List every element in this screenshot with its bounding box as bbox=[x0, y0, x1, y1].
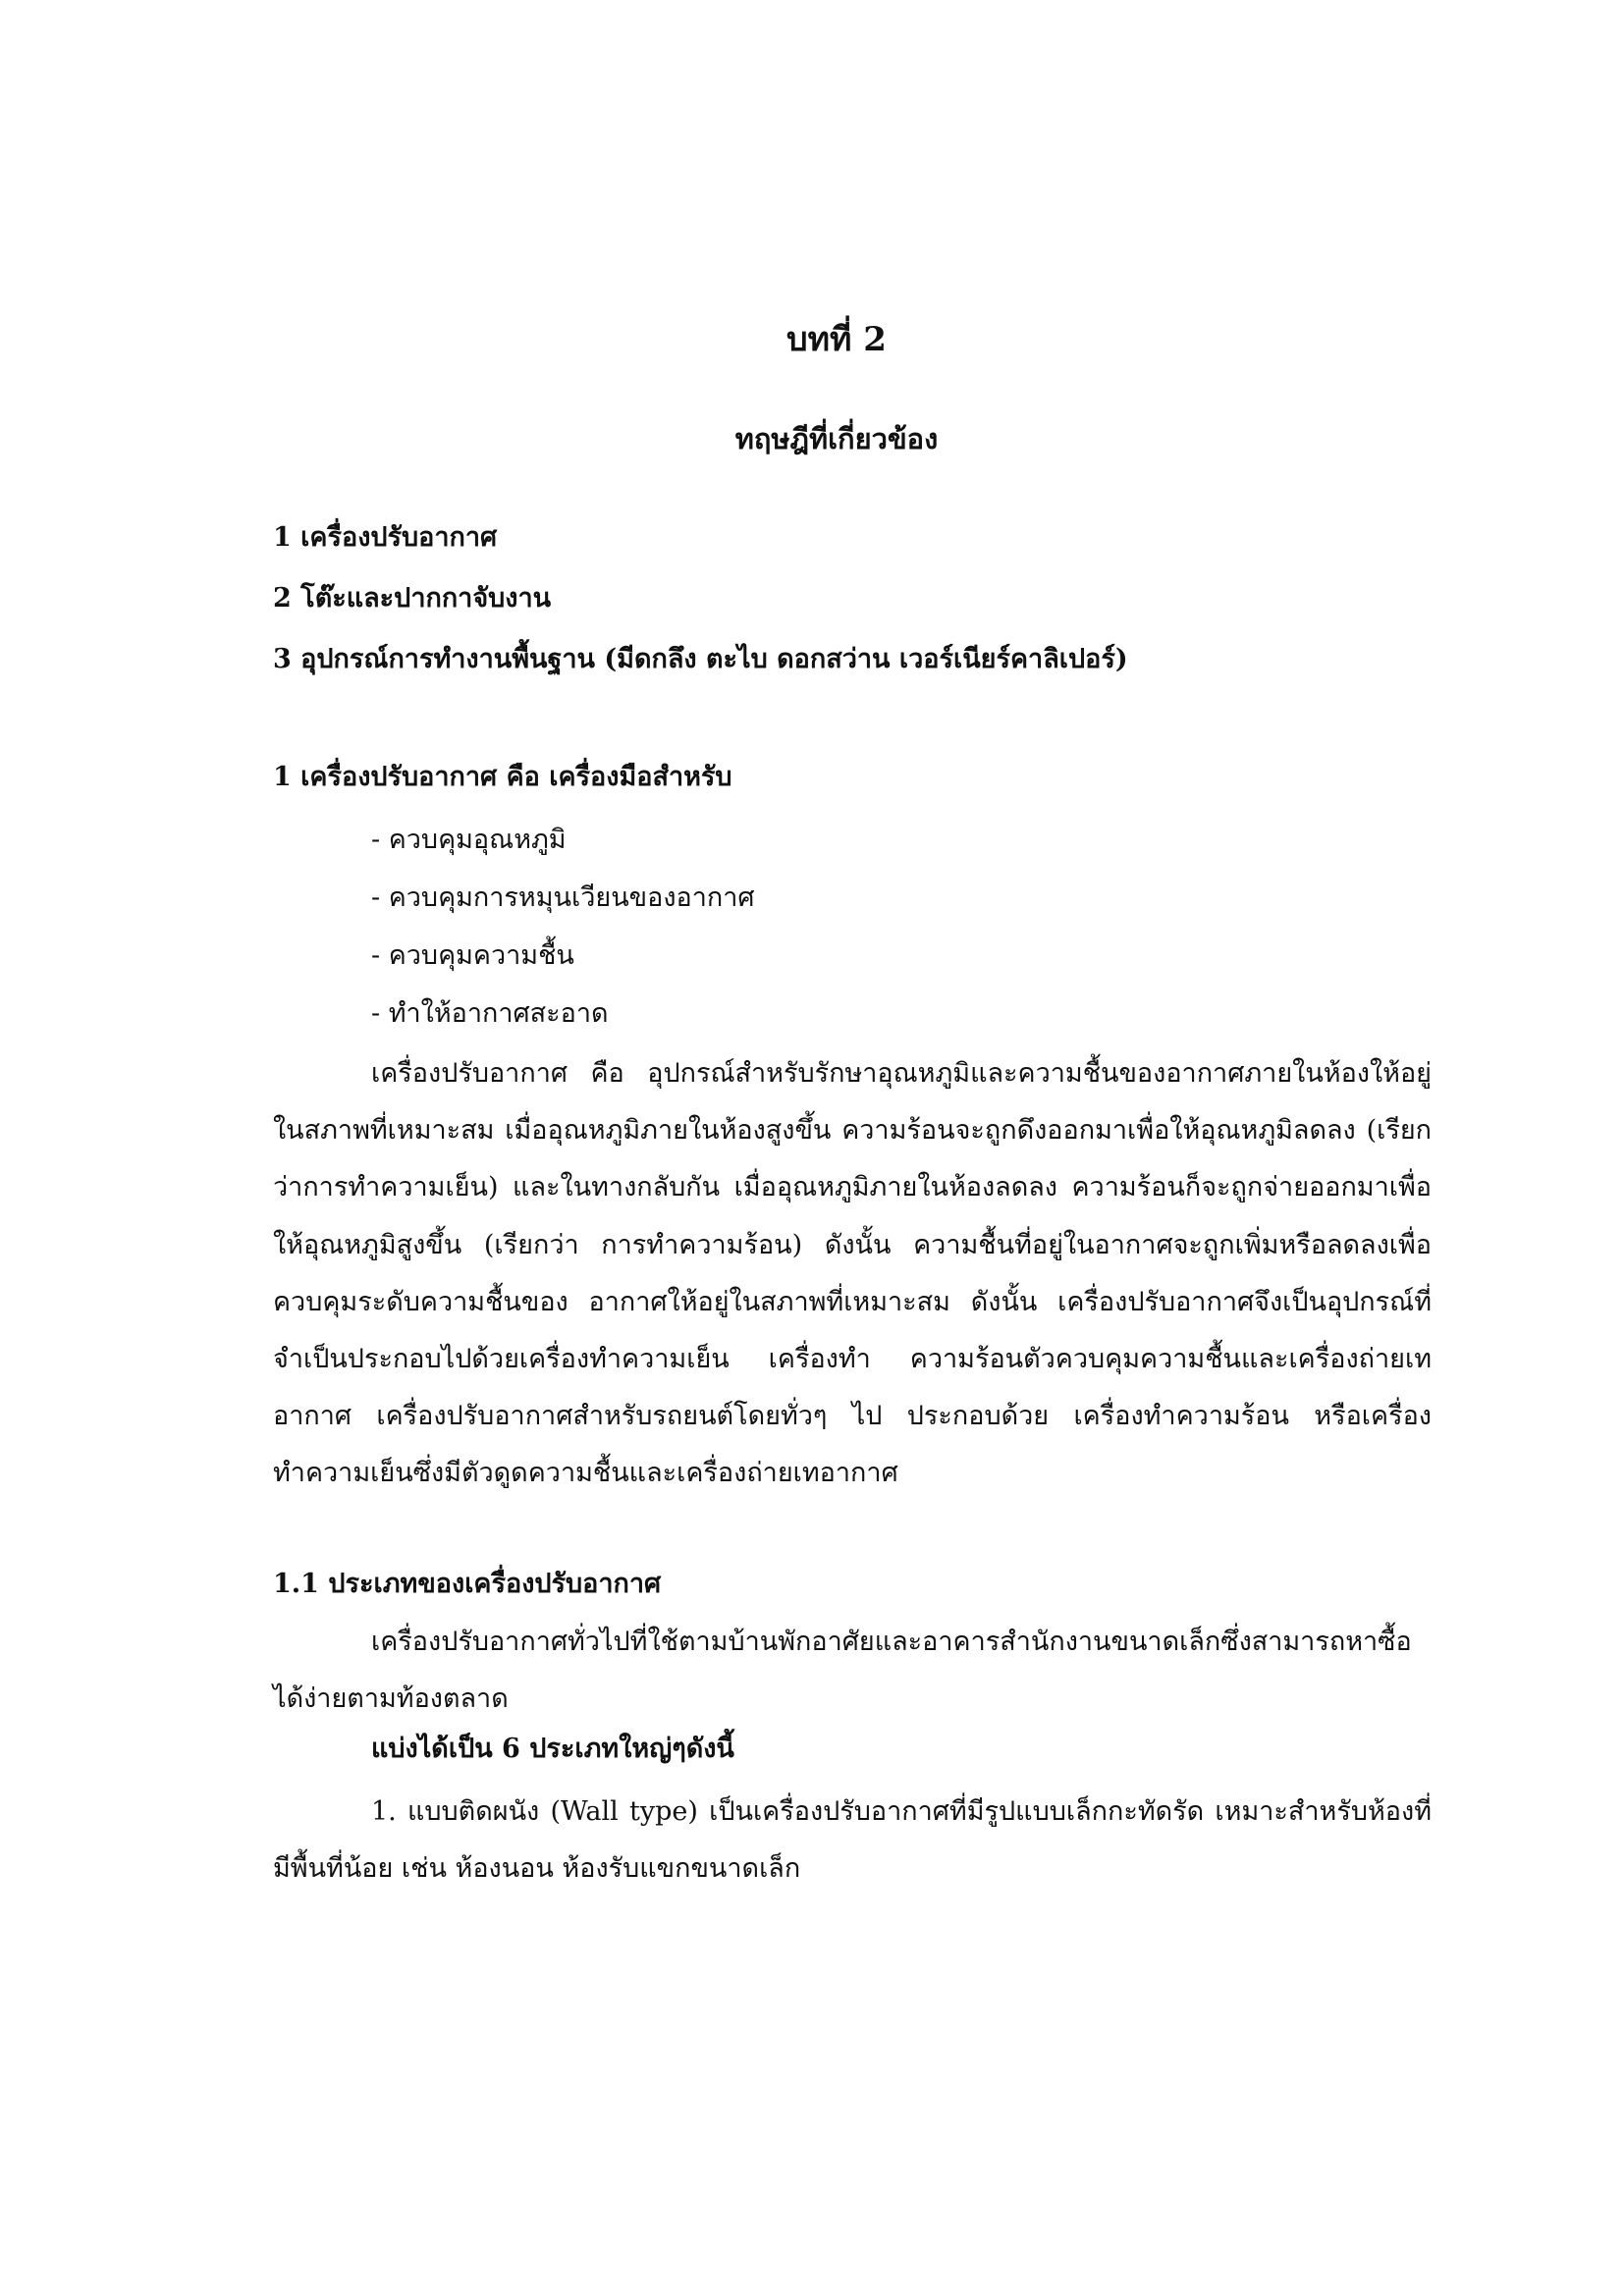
toc-item-1: 1 เครื่องปรับอากาศ bbox=[273, 522, 498, 553]
type-item-1: 1. แบบติดผนัง (Wall type) เป็นเครื่องปรับอากาศที่มีรูปแบบเล็กกะทัดรัด เหมาะสำหรับห้องที่มีพื้นที่น้อย เช่น ห้องนอน ห้องรับแขกขนาดเล็ก bbox=[273, 1796, 1432, 1884]
bullet-item: - ควบคุมความชื้น bbox=[371, 940, 574, 971]
section-1-1-paragraph: เครื่องปรับอากาศทั่วไปที่ใช้ตามบ้านพักอาศัยและอาคารสำนักงานขนาดเล็กซึ่งสามารถหาซื้อได้ง่ายตามท้องตลาด bbox=[273, 1627, 1412, 1714]
section-1-1-heading: 1.1 ประเภทของเครื่องปรับอากาศ bbox=[273, 1569, 662, 1599]
bullet-item: - ควบคุมการหมุนเวียนของอากาศ bbox=[371, 882, 755, 913]
toc-item-3: 3 อุปกรณ์การทำงานพื้นฐาน (มีดกลึง ตะไบ ดอกสว่าน เวอร์เนียร์คาลิเปอร์) bbox=[273, 644, 1128, 674]
section-1-heading: 1 เครื่องปรับอากาศ คือ เครื่องมือสำหรับ bbox=[273, 762, 732, 792]
chapter-title: ทฤษฎีที่เกี่ยวข้อง bbox=[734, 422, 939, 455]
toc-item-2: 2 โต๊ะและปากกาจับงาน bbox=[273, 583, 552, 614]
bullet-item: - ควบคุมอุณหภูมิ bbox=[371, 825, 567, 855]
types-subheading: แบ่งได้เป็น 6 ประเภทใหญ่ๆดังนี้ bbox=[371, 1734, 734, 1764]
section-1-paragraph: เครื่องปรับอากาศ คือ อุปกรณ์สำหรับรักษาอุณหภูมิและความชื้นของอากาศภายในห้องให้อยู่ในสภาพที่เหมาะสม เมื่ออุณหภูมิภายในห้องสูงขึ้น ความร้อนจะถูกดึงออกมาเพื่อให้อุณหภูมิลดลง (เรียกว่าการทำความเย็น) และในทางกลับกัน เมื่ออุณหภูมิภายในห้องลดลง ความร้อนก็จะถูกจ่ายออกมาเพื่อ ให้อุณหภูมิสูงขึ้น (เรียกว่า การทำความร้อน) ดังนั้น ความชื้นที่อยู่ในอากาศจะถูกเพิ่มหรือลดลงเพื่อควบคุมระดับความชื้นของ อากาศให้อยู่ในสภาพที่เหมาะสม ดังนั้น เครื่องปรับอากาศจึงเป็นอุปกรณ์ที่จำเป็นประกอบไปด้วยเครื่องทำความเย็น เครื่องทำ ความร้อนตัวควบคุมความชื้นและเครื่องถ่ายเทอากาศ เครื่องปรับอากาศสำหรับรถยนต์โดยทั่วๆ ไป ประกอบด้วย เครื่องทำความร้อน หรือเครื่องทำความเย็นซึ่งมีตัวดูดความชื้นและเครื่องถ่ายเทอากาศ bbox=[273, 1058, 1432, 1489]
bullet-item: - ทำให้อากาศสะอาด bbox=[371, 998, 609, 1029]
chapter-number: บทที่ 2 bbox=[786, 320, 887, 359]
